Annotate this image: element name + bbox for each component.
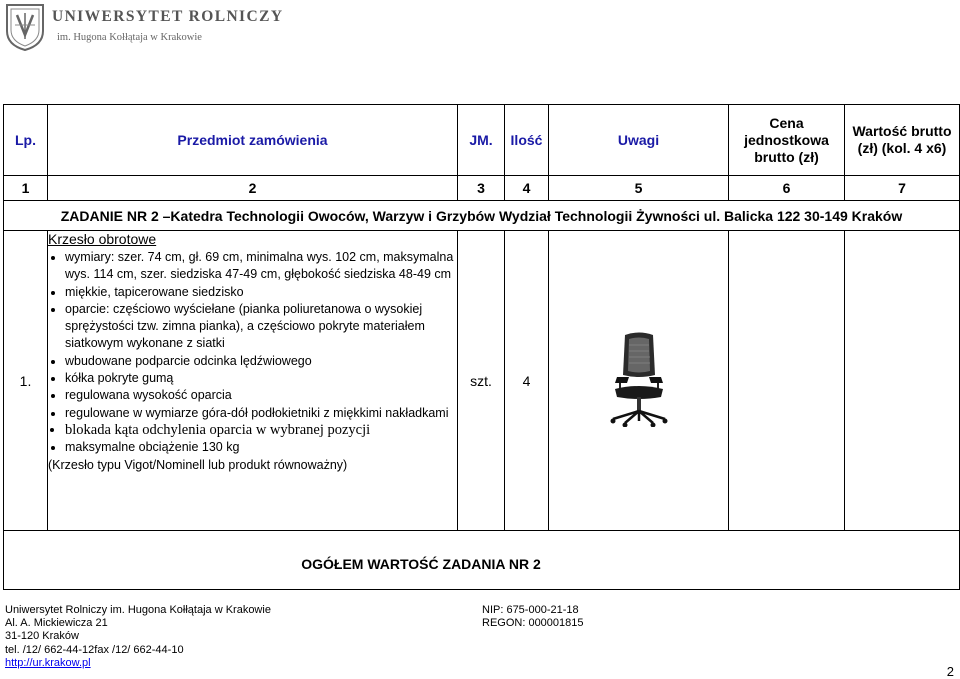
col-qty: Ilość xyxy=(505,105,549,176)
col-number: 1 xyxy=(4,176,48,201)
spec-item: • wbudowane podparcie odcinka lędźwiowego xyxy=(65,353,457,370)
col-number: 5 xyxy=(549,176,729,201)
col-total-value: Wartość brutto (zł) (kol. 4 x6) xyxy=(845,105,960,176)
item-unit: szt. xyxy=(458,231,505,531)
footer-regon: REGON: 000001815 xyxy=(482,617,584,630)
spec-list xyxy=(48,249,457,457)
col-number: 3 xyxy=(458,176,505,201)
university-name: UNIWERSYTET ROLNICZY xyxy=(52,8,284,25)
col-item: Przedmiot zamówienia xyxy=(48,105,458,176)
spec-item: • regulowana wysokość oparcia xyxy=(65,387,457,404)
col-number: 7 xyxy=(845,176,960,201)
spec-item: • maksymalne obciążenie 130 kg xyxy=(65,439,457,456)
col-unit: JM. xyxy=(458,105,505,176)
footer-line: tel. /12/ 662-44-12fax /12/ 662-44-10 xyxy=(5,643,184,656)
footer-line: Al. A. Mickiewicza 21 xyxy=(5,617,108,630)
col-unit-price: Cena jednostkowa brutto (zł) xyxy=(729,105,845,176)
product-title: Krzesło obrotowe xyxy=(48,231,157,247)
item-unit-price xyxy=(729,231,845,531)
footer-website-link[interactable]: http://ur.krakow.pl xyxy=(5,656,91,669)
item-quantity: 4 xyxy=(505,231,549,531)
column-number-row xyxy=(4,176,960,201)
university-logo-icon xyxy=(5,3,45,51)
item-notes xyxy=(549,231,729,531)
spec-item: • kółka pokryte gumą xyxy=(65,370,457,387)
item-description xyxy=(48,231,458,531)
task-row xyxy=(4,201,960,231)
footer-address xyxy=(5,604,271,670)
office-chair-icon xyxy=(603,331,675,427)
footer-line: 31-120 Kraków xyxy=(5,630,79,643)
col-notes: Uwagi xyxy=(549,105,729,176)
col-number: 2 xyxy=(48,176,458,201)
product-note: (Krzesło typu Vigot/Nominell lub produkt równoważny) xyxy=(48,457,348,472)
spec-item: • miękkie, tapicerowane siedzisko xyxy=(65,284,457,301)
total-label: OGÓŁEM WARTOŚĆ ZADANIA NR 2 xyxy=(301,556,541,572)
spec-item: • blokada kąta odchylenia oparcia w wybranej pozycji xyxy=(65,422,457,439)
header-row xyxy=(4,105,960,176)
item-lp: 1. xyxy=(4,231,48,531)
spec-item: • wymiary: szer. 74 cm, gł. 69 cm, minimalna wys. 102 cm, maksymalna wys. 114 cm, szer. siedziska 47-49 cm, głębokość siedziska 48-49 cm xyxy=(65,249,457,284)
col-number: 6 xyxy=(729,176,845,201)
footer-ids xyxy=(482,604,584,630)
task-title: ZADANIE NR 2 –Katedra Technologii Owoców, Warzyw i Grzybów Wydział Technologii Żywności ul. Balicka 122 30-149 Kraków xyxy=(4,201,960,231)
order-table xyxy=(3,104,960,590)
spec-item: • regulowane w wymiarze góra-dół podłokietniki z miękkimi nakładkami xyxy=(65,405,457,422)
col-lp: Lp. xyxy=(4,105,48,176)
footer-line: Uniwersytet Rolniczy im. Hugona Kołłątaja w Krakowie xyxy=(5,604,271,616)
item-total-value xyxy=(845,231,960,531)
footer-nip: NIP: 675-000-21-18 xyxy=(482,604,579,616)
page-number: 2 xyxy=(946,664,954,679)
item-row xyxy=(4,231,960,531)
spec-item: • oparcie: częściowo wyściełane (pianka poliuretanowa o wysokiej sprężystości tzw. zimna pianka), a częściowo pokryte materiałem siatkowym wykonane z siatki xyxy=(65,301,457,353)
col-number: 4 xyxy=(505,176,549,201)
university-subtitle: im. Hugona Kołłątaja w Krakowie xyxy=(57,32,202,43)
